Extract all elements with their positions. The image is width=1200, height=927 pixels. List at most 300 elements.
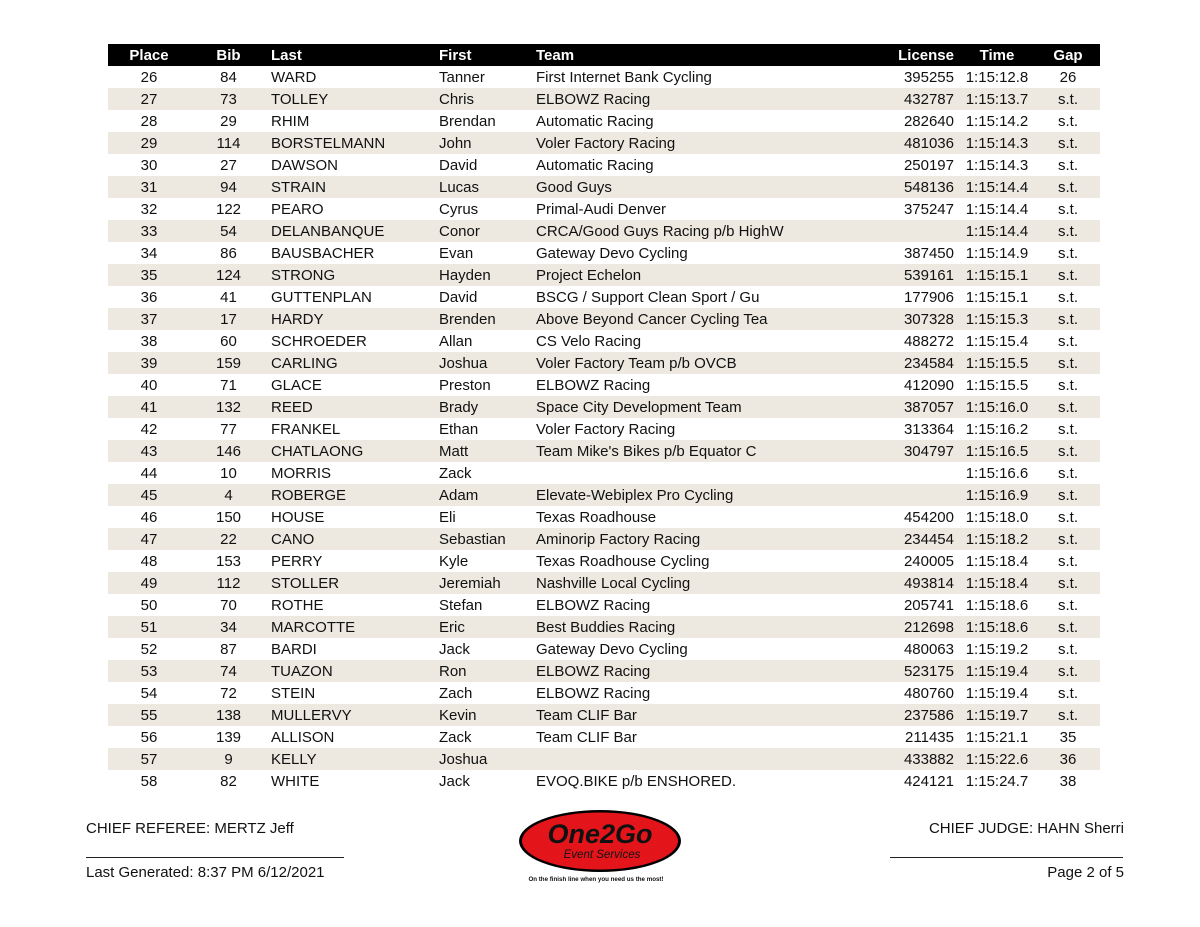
cell-place: 41 [108,396,190,418]
table-row [108,176,1100,198]
cell-place: 52 [140,640,158,658]
cell-team: ELBOWZ Racing [536,660,856,682]
table-row [108,440,1100,462]
cell-place: 29 [108,132,190,154]
cell-first: Hayden [439,264,536,286]
cell-place: 56 [140,728,158,746]
cell-bib: 29 [220,112,237,130]
cell-gap: s.t. [1036,308,1100,330]
cell-license: 282640 [903,112,954,130]
table-row [108,660,1100,682]
cell-last: SCHROEDER [271,332,367,350]
cell-gap: s.t. [1057,552,1078,570]
cell-license [856,484,958,506]
cell-place: 40 [140,376,158,394]
cell-first: Kyle [439,552,469,570]
cell-first: Lucas [439,176,536,198]
cell-time: 1:15:24.7 [965,772,1029,790]
table-row [108,462,1100,484]
table-row [108,616,1100,638]
table-row [108,704,1100,726]
cell-license: 433882 [856,748,958,770]
cell-first: Jeremiah [439,572,536,594]
cell-last: FRANKEL [271,420,341,438]
cell-gap: s.t. [1057,508,1078,526]
cell-time: 1:15:14.3 [958,132,1036,154]
cell-time: 1:15:15.3 [958,308,1036,330]
cell-gap: 36 [1036,748,1100,770]
cell-time: 1:15:14.4 [965,200,1029,218]
table-row [108,242,1100,264]
cell-first: Joshua [439,748,536,770]
cell-last: ROTHE [271,596,324,614]
cell-team: Automatic Racing [536,112,654,130]
cell-team: Gateway Devo Cycling [536,244,688,262]
cell-team: Project Echelon [536,264,856,286]
cell-first: Joshua [439,352,536,374]
cell-team: First Internet Bank Cycling [536,68,712,86]
cell-first: Tanner [439,68,485,86]
cell-license: 523175 [856,660,958,682]
cell-first: Cyrus [439,200,479,218]
cell-team: Texas Roadhouse Cycling [536,552,710,570]
cell-team: Good Guys [536,176,856,198]
cell-bib: 114 [190,132,267,154]
referee-signature-line [86,857,344,858]
cell-gap: s.t. [1036,572,1100,594]
cell-team: Automatic Racing [536,156,654,174]
cell-place: 38 [140,332,158,350]
table-row [108,286,1100,308]
cell-last: PEARO [271,200,324,218]
cell-first: Preston [439,376,491,394]
cell-license: 480760 [903,684,954,702]
cell-team: Best Buddies Racing [536,616,856,638]
table-row [108,66,1100,88]
cell-first: Brenden [439,308,536,330]
cell-time: 1:15:16.6 [965,464,1029,482]
table-row [108,638,1100,660]
cell-gap: s.t. [1057,684,1078,702]
cell-first: Zack [439,728,472,746]
cell-gap: s.t. [1036,704,1100,726]
cell-bib: 41 [220,288,237,306]
cell-last: KELLY [267,748,439,770]
cell-bib: 27 [220,156,237,174]
cell-place: 55 [108,704,190,726]
cell-place: 43 [108,440,190,462]
cell-first: Eli [439,508,456,526]
cell-last: STOLLER [267,572,439,594]
judge-signature-line [890,857,1123,858]
table-row [108,88,1100,110]
cell-last: CANO [267,528,439,550]
cell-license: 234584 [856,352,958,374]
cell-last: ROBERGE [267,484,439,506]
cell-gap: s.t. [1036,132,1100,154]
cell-license: 307328 [856,308,958,330]
cell-team: Team CLIF Bar [536,728,637,746]
cell-license: 212698 [856,616,958,638]
table-row [108,726,1100,748]
cell-gap: s.t. [1057,376,1078,394]
cell-last: TOLLEY [267,88,439,110]
cell-gap: s.t. [1036,264,1100,286]
cell-last: HOUSE [271,508,325,526]
cell-place: 32 [140,200,158,218]
header-bib: Bib [190,44,267,66]
cell-bib: 153 [215,552,242,570]
cell-time: 1:15:18.6 [958,616,1036,638]
cell-last: GUTTENPLAN [271,288,372,306]
table-row [108,748,1100,770]
cell-first: Eric [439,616,536,638]
cell-last: STEIN [271,684,316,702]
table-row [108,484,1100,506]
cell-bib: 34 [190,616,267,638]
cell-license: 304797 [856,440,958,462]
chief-referee: CHIEF REFEREE: MERTZ Jeff [86,820,294,837]
cell-last: ALLISON [271,728,335,746]
cell-time: 1:15:14.9 [965,244,1029,262]
cell-gap: s.t. [1057,288,1078,306]
cell-bib: 74 [190,660,267,682]
cell-bib: 71 [220,376,237,394]
cell-bib: 86 [220,244,237,262]
table-row [108,418,1100,440]
cell-time: 1:15:16.2 [965,420,1029,438]
cell-team: Voler Factory Racing [536,132,856,154]
cell-license: 313364 [903,420,954,438]
cell-place: 51 [108,616,190,638]
chief-judge: CHIEF JUDGE: HAHN Sherri [928,820,1124,837]
cell-place: 48 [140,552,158,570]
cell-bib: 82 [220,772,237,790]
cell-team [536,748,856,770]
cell-first: Evan [439,244,474,262]
cell-license: 250197 [903,156,954,174]
table-row [108,374,1100,396]
cell-bib: 17 [190,308,267,330]
cell-last: CHATLAONG [267,440,439,462]
cell-bib: 159 [190,352,267,374]
cell-license: 211435 [905,728,954,746]
cell-gap: 26 [1059,68,1077,86]
cell-first: Kevin [439,704,536,726]
table-row [108,572,1100,594]
cell-team: Space City Development Team [536,396,856,418]
cell-time: 1:15:14.4 [958,176,1036,198]
cell-last: CARLING [267,352,439,374]
cell-bib: 94 [190,176,267,198]
cell-team: ELBOWZ Racing [536,684,651,702]
cell-license: 205741 [903,596,954,614]
cell-place: 39 [108,352,190,374]
cell-bib: 122 [215,200,242,218]
cell-last: RHIM [271,112,310,130]
header-gap: Gap [1036,44,1100,66]
cell-license: 375247 [903,200,954,218]
cell-team: Team Mike's Bikes p/b Equator C [536,440,856,462]
cell-time: 1:15:18.2 [958,528,1036,550]
cell-gap: s.t. [1036,440,1100,462]
header-team: Team [536,44,856,66]
logo-name: One2Go [547,819,653,849]
page-number: Page 2 of 5 [1047,864,1124,881]
cell-team: CRCA/Good Guys Racing p/b HighW [536,220,856,242]
last-generated: Last Generated: 8:37 PM 6/12/2021 [86,864,325,881]
cell-bib: 77 [220,420,237,438]
cell-place: 42 [140,420,158,438]
logo-subtitle: Event Services [563,849,641,861]
cell-place: 58 [140,772,158,790]
logo-tagline: On the finish line when you need us the most! [528,876,664,883]
cell-first: Sebastian [439,528,536,550]
cell-first: Jack [439,772,470,790]
cell-time: 1:15:14.4 [958,220,1036,242]
cell-last: BAUSBACHER [271,244,375,262]
cell-first: Conor [439,220,536,242]
cell-license: 234454 [856,528,958,550]
cell-last: REED [267,396,439,418]
cell-bib: 60 [220,332,237,350]
cell-place: 36 [140,288,158,306]
cell-bib: 112 [190,572,267,594]
cell-time: 1:15:15.1 [958,264,1036,286]
cell-gap: s.t. [1036,352,1100,374]
cell-time: 1:15:19.7 [958,704,1036,726]
cell-gap: s.t. [1036,528,1100,550]
cell-time: 1:15:21.1 [965,728,1029,746]
cell-team: Above Beyond Cancer Cycling Tea [536,308,856,330]
cell-place: 57 [108,748,190,770]
cell-time: 1:15:19.2 [965,640,1029,658]
cell-gap: s.t. [1057,244,1078,262]
cell-license: 240005 [903,552,954,570]
cell-license [856,220,958,242]
cell-place: 35 [108,264,190,286]
table-row [108,352,1100,374]
cell-team: ELBOWZ Racing [536,376,651,394]
cell-license: 387450 [903,244,954,262]
table-row [108,506,1100,528]
cell-time: 1:15:14.2 [965,112,1029,130]
cell-first: Chris [439,88,536,110]
cell-time: 1:15:18.0 [965,508,1029,526]
cell-time: 1:15:16.9 [958,484,1036,506]
cell-bib: 87 [220,640,237,658]
table-row [108,770,1100,792]
cell-place: 28 [140,112,158,130]
cell-place: 27 [108,88,190,110]
cell-first: Ron [439,660,536,682]
cell-bib: 146 [190,440,267,462]
cell-time: 1:15:15.1 [965,288,1029,306]
cell-license: 395255 [903,68,954,86]
cell-gap: s.t. [1057,156,1078,174]
cell-last: GLACE [271,376,322,394]
cell-gap: s.t. [1057,420,1078,438]
cell-team: Team CLIF Bar [536,704,856,726]
cell-bib: 84 [220,68,237,86]
cell-place: 47 [108,528,190,550]
cell-time: 1:15:16.5 [958,440,1036,462]
cell-time: 1:15:22.6 [958,748,1036,770]
table-row [108,220,1100,242]
cell-team: Nashville Local Cycling [536,572,856,594]
table-row [108,550,1100,572]
cell-gap: s.t. [1036,220,1100,242]
cell-time: 1:15:18.6 [965,596,1029,614]
cell-team: ELBOWZ Racing [536,596,651,614]
cell-team [536,462,856,484]
cell-time: 1:15:16.0 [958,396,1036,418]
table-row [108,396,1100,418]
cell-bib: 150 [215,508,242,526]
cell-gap: s.t. [1036,484,1100,506]
cell-last: MORRIS [271,464,331,482]
cell-place: 33 [108,220,190,242]
header-last: Last [267,44,439,66]
cell-place: 45 [108,484,190,506]
cell-license: 548136 [856,176,958,198]
cell-time: 1:15:15.4 [965,332,1029,350]
cell-gap: s.t. [1036,88,1100,110]
cell-bib: 22 [190,528,267,550]
header-place: Place [108,44,190,66]
cell-first: Stefan [439,596,483,614]
header-time: Time [958,44,1036,66]
cell-gap: s.t. [1036,616,1100,638]
cell-bib: 138 [190,704,267,726]
cell-last: HARDY [267,308,439,330]
cell-gap: s.t. [1057,112,1078,130]
cell-gap: s.t. [1036,660,1100,682]
cell-license: 480063 [903,640,954,658]
cell-team: EVOQ.BIKE p/b ENSHORED. [536,772,737,790]
cell-team: Gateway Devo Cycling [536,640,688,658]
cell-bib: 72 [220,684,237,702]
table-row [108,528,1100,550]
cell-first: Zack [439,464,472,482]
cell-first: Jack [439,640,470,658]
header-license: License [856,44,958,66]
cell-first: David [439,288,478,306]
cell-first: Brady [439,396,536,418]
cell-bib: 132 [190,396,267,418]
one2go-logo [516,808,686,886]
cell-place: 34 [140,244,158,262]
cell-license: 387057 [856,396,958,418]
cell-first: Adam [439,484,536,506]
cell-first: Matt [439,440,536,462]
table-row [108,154,1100,176]
table-row [108,308,1100,330]
cell-team: Aminorip Factory Racing [536,528,856,550]
cell-place: 50 [140,596,158,614]
cell-team: Elevate-Webiplex Pro Cycling [536,484,856,506]
cell-first: Zach [439,684,473,702]
cell-time: 1:15:15.5 [965,376,1029,394]
table-row [108,132,1100,154]
cell-gap: s.t. [1057,332,1078,350]
cell-team: CS Velo Racing [536,332,642,350]
cell-gap: s.t. [1057,596,1078,614]
cell-bib: 54 [190,220,267,242]
cell-place: 54 [140,684,158,702]
cell-bib: 139 [215,728,242,746]
cell-license: 539161 [856,264,958,286]
cell-bib: 10 [220,464,237,482]
cell-place: 37 [108,308,190,330]
cell-last: BORSTELMANN [267,132,439,154]
cell-time: 1:15:14.3 [965,156,1029,174]
cell-license: 454200 [903,508,954,526]
cell-team: Voler Factory Racing [536,420,676,438]
cell-first: Allan [439,332,473,350]
cell-place: 26 [140,68,158,86]
table-row [108,682,1100,704]
cell-license: 177906 [903,288,954,306]
cell-last: PERRY [271,552,323,570]
cell-license: 424121 [903,772,954,790]
cell-last: BARDI [271,640,317,658]
cell-first: Ethan [439,420,479,438]
table-row [108,264,1100,286]
table-row [108,594,1100,616]
cell-license: 432787 [856,88,958,110]
cell-place: 49 [108,572,190,594]
cell-first: John [439,132,536,154]
cell-last: WARD [271,68,317,86]
table-row [108,198,1100,220]
table-header-row [108,44,1100,66]
cell-last: MULLERVY [267,704,439,726]
cell-gap: s.t. [1036,176,1100,198]
cell-license: 493814 [856,572,958,594]
cell-gap: s.t. [1057,200,1078,218]
cell-license [856,462,958,484]
cell-license: 481036 [856,132,958,154]
cell-place: 46 [140,508,158,526]
cell-bib: 9 [190,748,267,770]
cell-bib: 70 [220,596,237,614]
cell-gap: 38 [1059,772,1077,790]
cell-team: BSCG / Support Clean Sport / Gu [536,288,760,306]
cell-time: 1:15:18.4 [965,552,1029,570]
cell-license: 237586 [856,704,958,726]
cell-last: STRONG [267,264,439,286]
cell-gap: s.t. [1057,640,1078,658]
cell-time: 1:15:12.8 [965,68,1029,86]
cell-license: 488272 [903,332,954,350]
cell-time: 1:15:15.5 [958,352,1036,374]
cell-team: Voler Factory Team p/b OVCB [536,352,856,374]
cell-time: 1:15:13.7 [958,88,1036,110]
cell-place: 44 [140,464,158,482]
cell-place: 30 [140,156,158,174]
cell-team: Texas Roadhouse [536,508,657,526]
cell-place: 53 [108,660,190,682]
cell-bib: 124 [190,264,267,286]
results-table [108,44,1100,792]
cell-team: ELBOWZ Racing [536,88,856,110]
cell-gap: s.t. [1036,396,1100,418]
cell-last: TUAZON [267,660,439,682]
cell-first: Brendan [439,112,496,130]
cell-bib: 73 [190,88,267,110]
cell-last: STRAIN [267,176,439,198]
